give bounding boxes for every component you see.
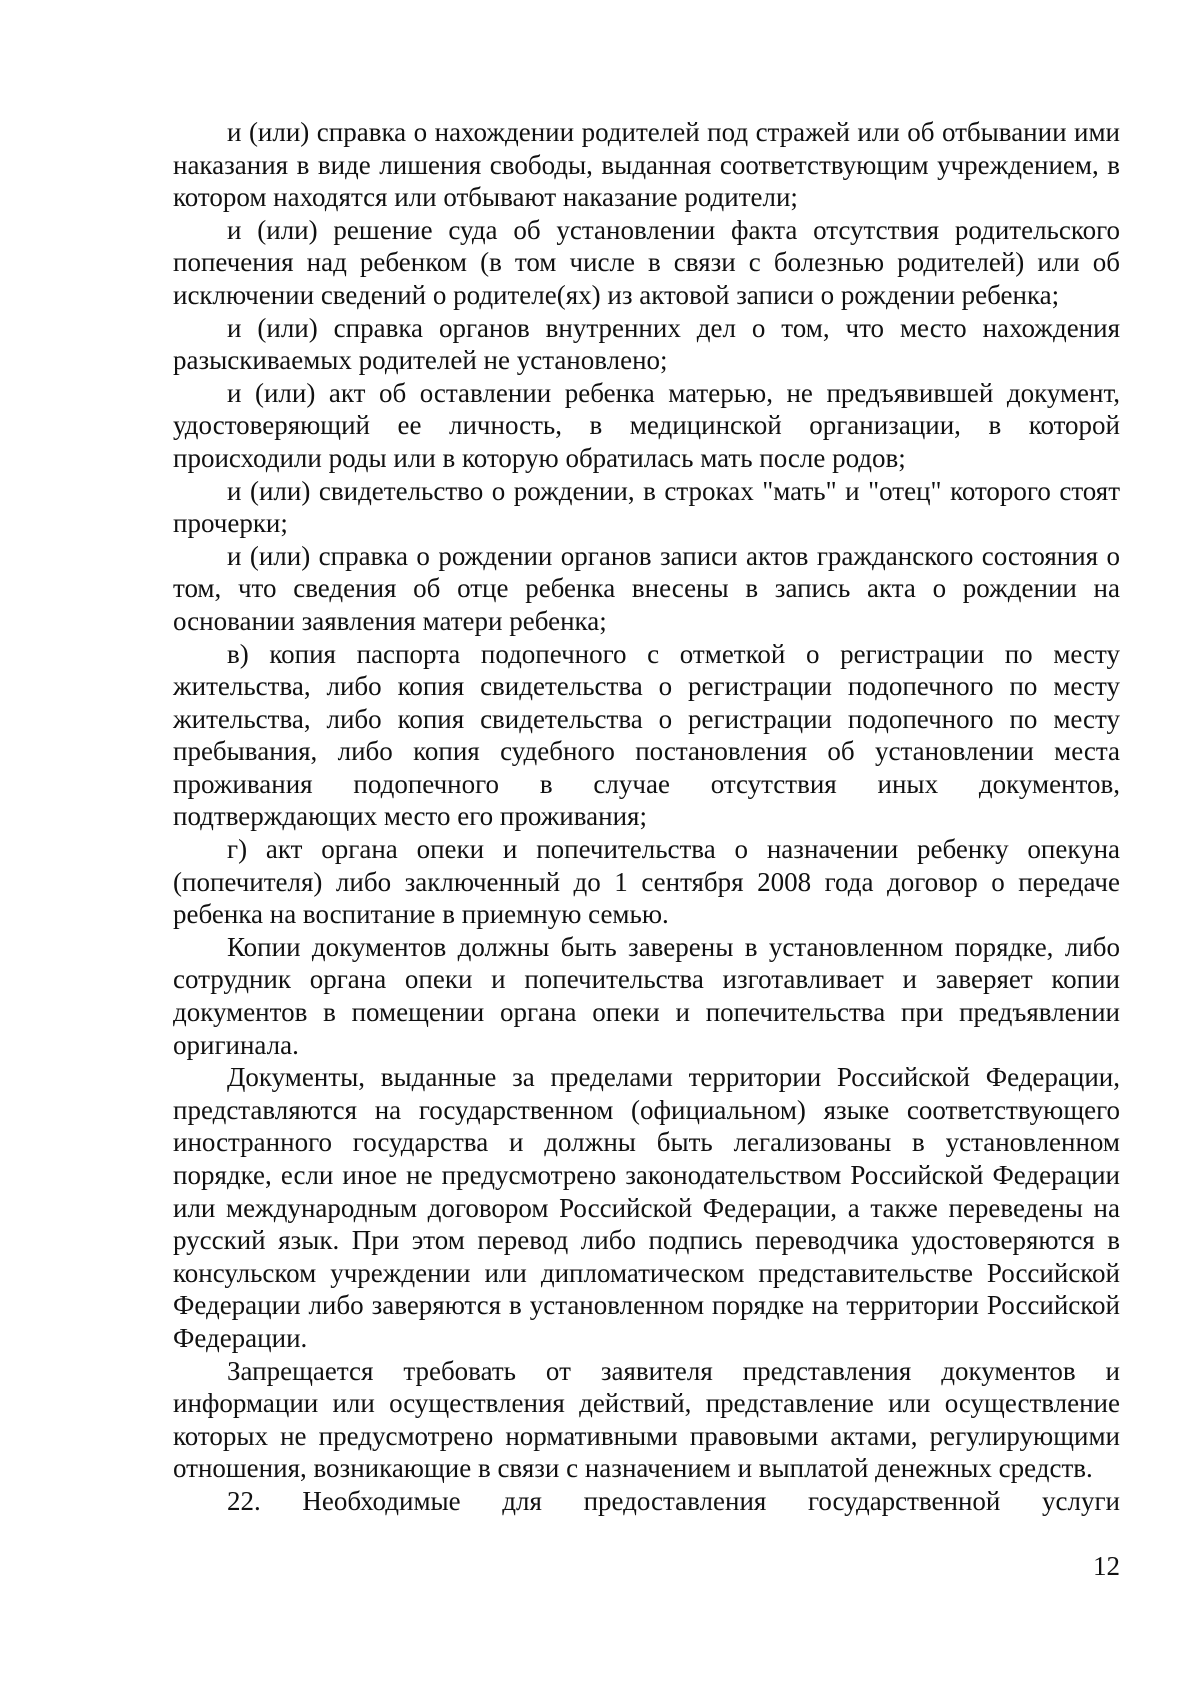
paragraph-item-v: в) копия паспорта подопечного с отметкой о регистрации по месту жительства, либо копия свидетельства о регистрации подопечного по месту жительства, либо копия свидетельства о регистрации подопечного по месту пребывания, либо копия судебного постановления об установлении места проживания подопечного в случае отсутствия иных документов, подтверждающих место его проживания; <box>173 638 1120 832</box>
paragraph-section-22: 22. Необходимые для предоставления государственной услуги <box>227 1485 1120 1516</box>
paragraph-custody-certificate: и (или) справка о нахождении родителей под стражей или об отбывании ими наказания в виде лишения свободы, выданная соответствующим учреждением, в котором находятся или отбывают наказание родители; <box>173 117 1120 213</box>
paragraph-police-certificate: и (или) справка органов внутренних дел о том, что место нахождения разыскиваемых родителей не установлено; <box>173 312 1120 376</box>
paragraph-prohibition: Запрещается требовать от заявителя представления документов и информации или осуществления действий, представление или осуществление которых не предусмотрено нормативными правовыми актами, регулирующими отношения, возникающие в связи с назначением и выплатой денежных средств. <box>173 1355 1120 1484</box>
page-number: 12 <box>1093 1551 1120 1581</box>
paragraph-abandonment-act: и (или) акт об оставлении ребенка матерью, не предъявившей документ, удостоверяющий ее личность, в медицинской организации, в которой происходили роды или в которую обратилась мать после родов; <box>173 377 1120 473</box>
document-body <box>173 116 1120 1518</box>
paragraph-court-decision: и (или) решение суда об установлении факта отсутствия родительского попечения над ребенком (в том числе в связи с болезнью родителей) или об исключении сведений о родителе(ях) из актовой записи о рождении ребенка; <box>173 214 1120 310</box>
paragraph-birth-certificate: и (или) свидетельство о рождении, в строках "мать" и "отец" которого стоят прочерки; <box>173 475 1120 539</box>
paragraph-foreign-documents: Документы, выданные за пределами территории Российской Федерации, представляются на государственном (официальном) языке соответствующего иностранного государства и должны быть легализованы в установленном порядке, если иное не предусмотрено законодательством Российской Федерации или международным договором Российской Федерации, а также переведены на русский язык. При этом перевод либо подпись переводчика удостоверяются в консульском учреждении или дипломатическом представительстве Российской Федерации либо заверяются в установленном порядке на территории Российской Федерации. <box>173 1062 1120 1353</box>
paragraph-birth-record-certificate: и (или) справка о рождении органов записи актов гражданского состояния о том, что сведения об отце ребенка внесены в запись акта о рождении на основании заявления матери ребенка; <box>173 540 1120 636</box>
paragraph-copies: Копии документов должны быть заверены в установленном порядке, либо сотрудник органа опеки и попечительства изготавливает и заверяет копии документов в помещении органа опеки и попечительства при предъявлении оригинала. <box>173 931 1120 1060</box>
paragraph-item-g: г) акт органа опеки и попечительства о назначении ребенку опекуна (попечителя) либо заключенный до 1 сентября 2008 года договор о передаче ребенка на воспитание в приемную семью. <box>173 834 1120 930</box>
